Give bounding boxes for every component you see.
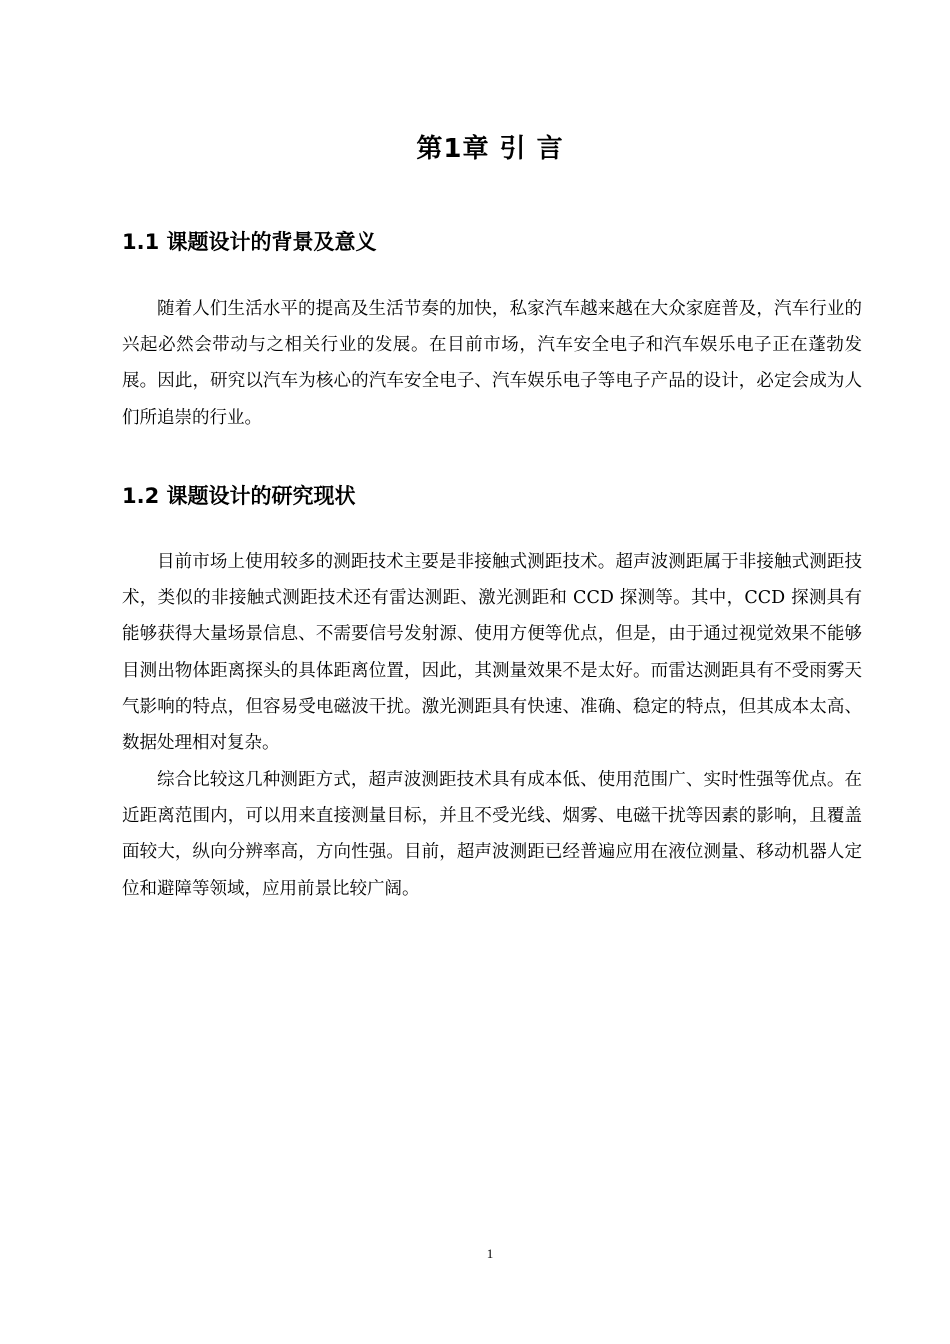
paragraph-research-status: 目前市场上使用较多的测距技术主要是非接触式测距技术。超声波测距属于非接触式测距技术，类似的非接触式测距技术还有雷达测距、激光测距和 CCD 探测等。其中，CCD 探测具有能够获得大量场景信息、不需要信号发射源、使用方便等优点，但是，由于通过视觉效果不能够目测出物体距离探头的具体距离位置，因此，其测量效果不是太好。而雷达测距具有不受雨雾天气影响的特点，但容易受电磁波干扰。激光测距具有快速、准确、稳定的特点，但其成本太高、数据处理相对复杂。: [122, 552, 862, 754]
section-heading-1-2: 1.2 课题设计的研究现状: [122, 484, 356, 508]
section-heading-1-1: 1.1 课题设计的背景及意义: [122, 230, 377, 254]
paragraph-comparison: 综合比较这几种测距方式，超声波测距技术具有成本低、使用范围广、实时性强等优点。在近距离范围内，可以用来直接测量目标，并且不受光线、烟雾、电磁干扰等因素的影响，且覆盖面较大，纵向分辨率高，方向性强。目前，超声波测距已经普遍应用在液位测量、移动机器人定位和避障等领域，应用前景比较广阔。: [122, 770, 862, 899]
paragraph-background: 随着人们生活水平的提高及生活节奏的加快，私家汽车越来越在大众家庭普及，汽车行业的兴起必然会带动与之相关行业的发展。在目前市场，汽车安全电子和汽车娱乐电子正在蓬勃发展。因此，研究以汽车为核心的汽车安全电子、汽车娱乐电子等电子产品的设计，必定会成为人们所追崇的行业。: [122, 299, 862, 428]
chapter-title: 第1章 引 言: [416, 134, 564, 164]
page-number: 1: [486, 1246, 494, 1261]
